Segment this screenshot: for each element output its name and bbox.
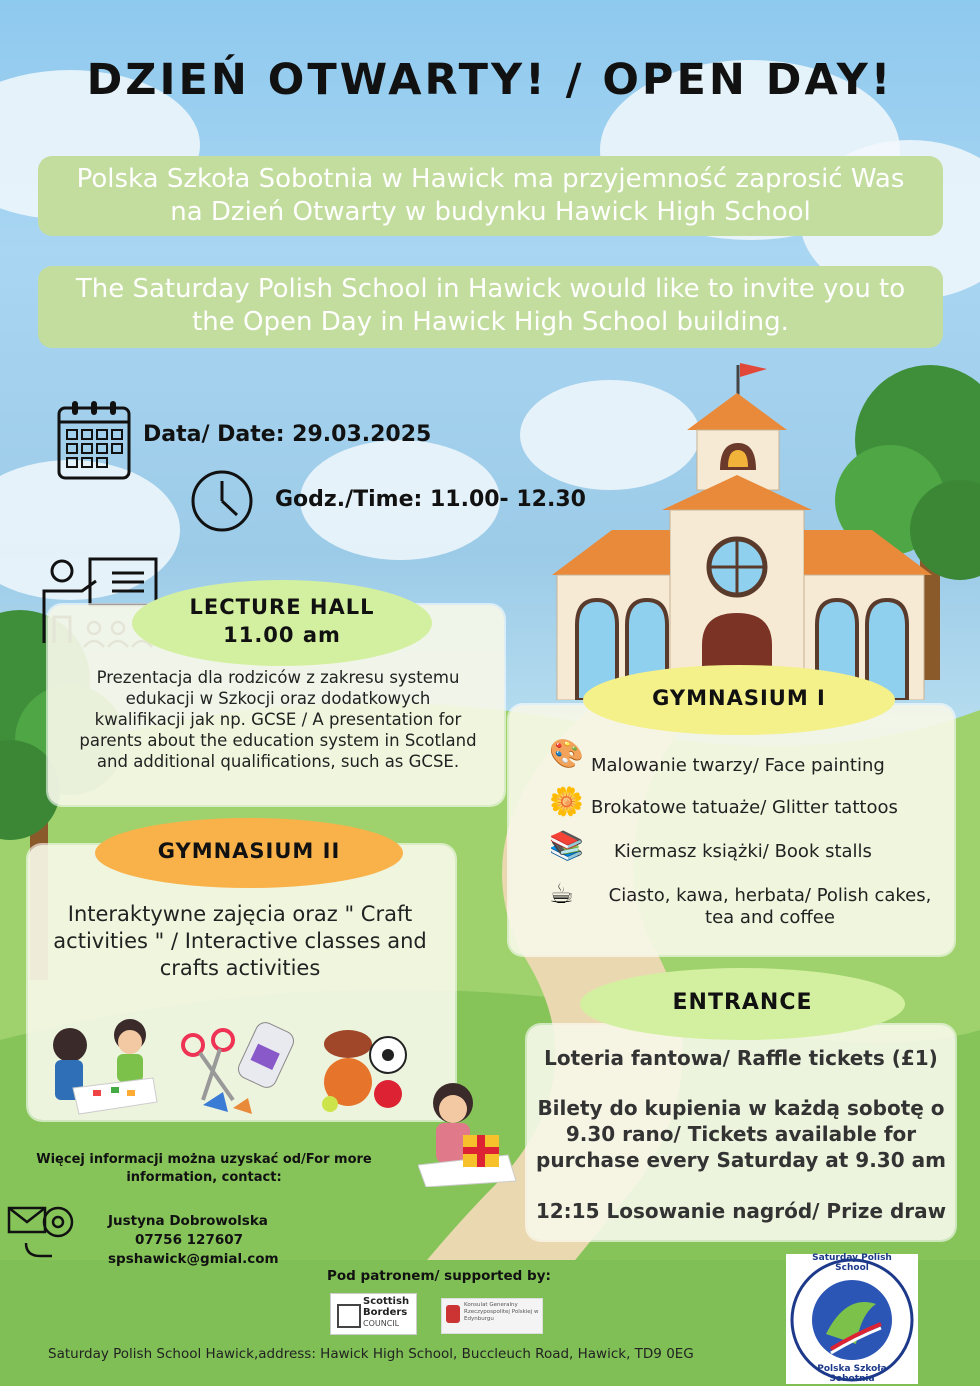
- intro-en-box: [38, 266, 943, 348]
- lecture-title: LECTURE HALL: [189, 595, 375, 619]
- lecture-description: Prezentacja dla rodziców z zakresu systemu edukacji w Szkocji oraz dodatkowych kwalifikacji jak np. GCSE / A presentation for parents about the education system in Scotland and additional qualifications, such as GCSE.: [79, 668, 477, 771]
- gym1-item: Kiermasz książki/ Book stalls: [614, 841, 872, 862]
- child-with-gift-illustration: [418, 1075, 518, 1187]
- school-logo-top-text: Saturday Polish School: [812, 1253, 892, 1273]
- palette-icon: 🎨: [549, 737, 584, 770]
- entrance-tickets: Bilety do kupienia w każdą sobotę o 9.30 rano/ Tickets available for purchase every Saturday at 9.30 am: [536, 1096, 946, 1172]
- castle-icon: [337, 1304, 361, 1328]
- email-contact-icon: [6, 1198, 80, 1262]
- lecture-hall-badge: [132, 580, 432, 666]
- time-text: Godz./Time: 11.00- 12.30: [275, 487, 586, 512]
- gym2-description: Interaktywne zajęcia oraz " Craft activities " / Interactive classes and crafts activities: [53, 902, 427, 980]
- eagle-icon: [446, 1305, 460, 1323]
- school-logo-bottom-text: Polska Szkoła Sobotnia: [817, 1364, 887, 1384]
- scottish-borders-logo: [330, 1293, 417, 1335]
- sports-balls-illustration: [318, 1022, 410, 1114]
- intro-pl-text: Polska Szkoła Sobotnia w Hawick ma przyjemność zaprosić Was na Dzień Otwarty w budynku Hawick High School: [76, 164, 905, 227]
- gymnasium-2-badge: [95, 818, 403, 888]
- entrance-title: ENTRANCE: [672, 990, 813, 1015]
- gym1-item: Brokatowe tatuaże/ Glitter tattoos: [591, 797, 898, 818]
- sponsor-1-line-2: Borders: [363, 1307, 408, 1318]
- gym1-title: GYMNASIUM I: [652, 686, 826, 710]
- school-building-illustration: [552, 355, 932, 700]
- address-footer: Saturday Polish School Hawick,address: Hawick High School, Buccleuch Road, Hawick, TD9 0EG: [48, 1346, 694, 1362]
- calendar-icon: [56, 398, 132, 482]
- books-icon: 📚: [549, 829, 584, 862]
- gym2-title: GYMNASIUM II: [157, 839, 341, 863]
- contact-phone: 07756 127607: [135, 1232, 244, 1248]
- gymnasium-1-card: [509, 705, 954, 955]
- gym1-item: Malowanie twarzy/ Face painting: [591, 755, 885, 776]
- gym1-item: Ciasto, kawa, herbata/ Polish cakes, tea and coffee: [608, 885, 932, 928]
- intro-pl-box: [38, 156, 943, 236]
- sponsor-1-line-1: Scottish: [363, 1296, 410, 1307]
- contact-name: Justyna Dobrowolska: [108, 1213, 268, 1229]
- gymnasium-1-badge: [583, 665, 895, 735]
- polish-consulate-logo: [441, 1298, 543, 1334]
- teacup-icon: ☕: [549, 877, 575, 910]
- entrance-raffle: Loteria fantowa/ Raffle tickets (£1): [544, 1046, 938, 1070]
- scissors-glue-illustration: [178, 1020, 308, 1115]
- lecture-time: 11.00 am: [223, 623, 341, 647]
- intro-en-text: The Saturday Polish School in Hawick would like to invite you to the Open Day in Hawick High School building.: [75, 274, 906, 337]
- clock-icon: [190, 469, 254, 533]
- children-playing-illustration: [45, 1010, 165, 1115]
- contact-email[interactable]: spshawick@gmial.com: [108, 1251, 279, 1267]
- supported-by-label: Pod patronem/ supported by:: [327, 1268, 551, 1284]
- date-text: Data/ Date: 29.03.2025: [143, 422, 432, 447]
- contact-heading: Więcej informacji można uzyskać od/For more information, contact:: [36, 1152, 372, 1185]
- flower-icon: 🌼: [549, 785, 584, 818]
- entrance-badge: [580, 968, 905, 1040]
- entrance-prize-draw: 12:15 Losowanie nagród/ Prize draw: [535, 1199, 947, 1223]
- page-title: DZIEŃ OTWARTY! / OPEN DAY!: [86, 55, 894, 105]
- sponsor-2-text: Konsulat Generalny Rzeczypospolitej Polskiej w Edynburgu: [464, 1302, 539, 1322]
- sponsor-1-line-3: COUNCIL: [363, 1319, 400, 1328]
- entrance-card: [527, 1025, 955, 1240]
